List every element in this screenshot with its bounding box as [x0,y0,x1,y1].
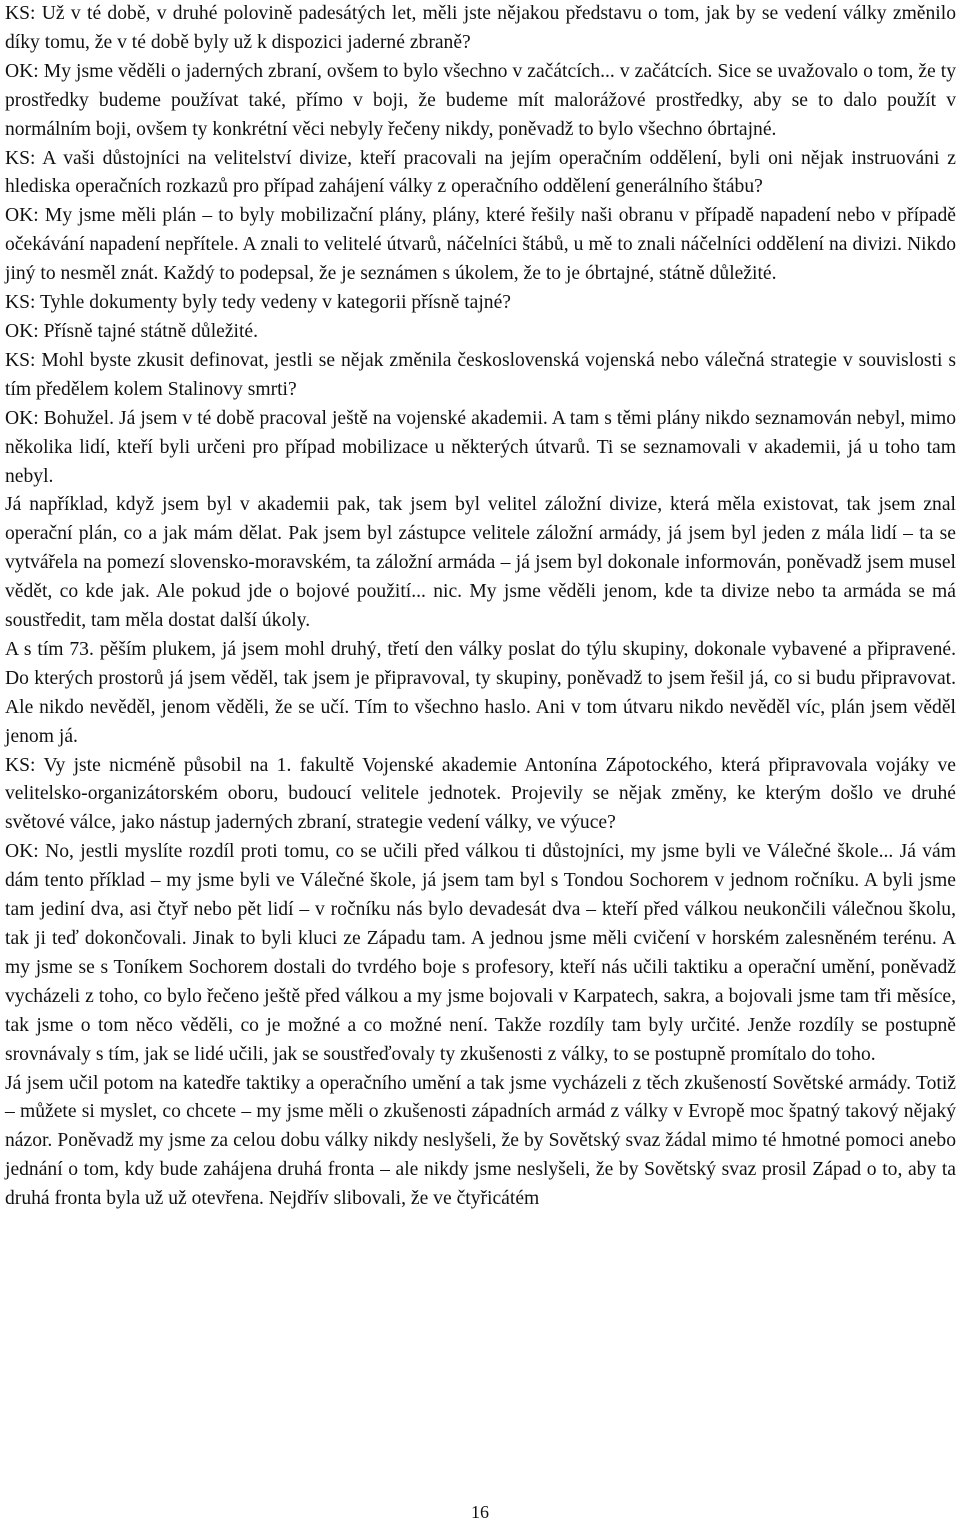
paragraph-6: OK: Přísně tajné státně důležité. [5,320,259,342]
paragraph-10: A s tím 73. pěším plukem, já jsem mohl druhý, třetí den války poslat do týlu skupiny, dokonale vybavené a připravené. Do kterých prostorů já jsem věděl, tak jsem je připravoval, ty skupiny, poněvadž to jsem řešil já, co si budu připravovat. Ale nikdo nevěděl, jenom věděli, že se učí. Tím to všechno haslo. Ani v tom útvaru nikdo nevěděl víc, plán jsem věděl jenom já. [5,638,956,747]
page-number: 16 [471,1502,489,1522]
paragraph-5: KS: Tyhle dokumenty byly tedy vedeny v kategorii přísně tajné? [5,292,511,314]
paragraph-7: KS: Mohl byste zkusit definovat, jestli se nějak změnila československá vojenská nebo válečná strategie v souvislosti s tím předělem kolem Stalinovy smrti? [5,349,956,400]
paragraph-2: OK: My jsme věděli o jaderných zbraní, ovšem to bylo všechno v začátcích... v začátcích. Sice se uvažovalo o tom, že ty prostředky budeme používat také, přímo v boji, že budeme mít malorážové prostředky, aby se to dalo použít v normálním boji, ovšem ty konkrétní věci nebyly řečeny nikdy, poněvadž to bylo všechno óbrtajné. [5,60,956,140]
paragraph-1: KS: Už v té době, v druhé polovině padesátých let, měli jste nějakou představu o tom, jak by se vedení války změnilo díky tomu, že v té době byly už k dispozici jaderné zbraně? [5,3,956,53]
paragraph-3: KS: A vaši důstojníci na velitelství divize, kteří pracovali na jejím operačním oddělení, byli oni nějak instruováni z hlediska operačních rozkazů pro případ zahájení války z operačního oddělení generálního štábu? [5,147,956,198]
paragraph-9: Já například, když jsem byl v akademii pak, tak jsem byl velitel záložní divize, která měla existovat, tak jsem znal operační plán, co a jak mám dělat. Pak jsem byl zástupce velitele záložní armády, já jsem byl jeden z mála lidí – ta se vytvářela na pomezí slovensko-moravském, ta záložní armáda – já jsem byl dokonale informován, poněvadž jsem musel vědět, co kde jak. Ale pokud jde o bojové použití... nic. My jsme věděli jenom, kde ta divize nebo ta armáda se má soustředit, tam měla dostat další úkoly. [5,494,956,632]
interview-transcript [5,0,956,1214]
paragraph-4: OK: My jsme měli plán – to byly mobilizační plány, plány, které řešily naši obranu v případě napadení nebo v případě očekávání napadení nepřítele. A znali to velitelé útvarů, náčelníci štábů, u mě to znali náčelníci oddělení na divizi. Nikdo jiný to nesměl znát. Každý to podepsal, že je seznámen s úkolem, že to je óbrtajné, státně důležité. [5,205,956,285]
paragraph-12: OK: No, jestli myslíte rozdíl proti tomu, co se učili před válkou ti důstojníci, my jsme byli ve Válečné škole... Já vám dám tento příklad – my jsme byli ve Válečné škole, já jsem tam byl s Tondou Sochorem v jednom ročníku. A byli jsme tam jediní dva, asi čtyř nebo pět lidí – v ročníku nás bylo devadesát dva – kteří před válkou neukončili válečnou školu, tak ji teď dokončovali. Jinak to byli kluci ze Západu tam. A jednou jsme měli cvičení v horském zalesněném terénu. A my jsme se s Toníkem Sochorem dostali do tvrdého boje s profesory, kteří nás učili taktiku a operační umění, poněvadž vycházeli z toho, co bylo řečeno ještě před válkou a my jsme bojovali v Karpatech, sakra, a bojovali jsme tam tři měsíce, tak jsme o tom něco věděli, co je možné a co možné není. Takže rozdíly tam byly určité. Jenže rozdíly se postupně srovnávaly s tím, jak se lidé učili, jak se soustřeďovaly ty zkušenosti z války, to se postupně promítalo do toho. [5,841,956,1065]
paragraph-8: OK: Bohužel. Já jsem v té době pracoval ještě na vojenské akademii. A tam s těmi plány nikdo seznamován nebyl, mimo několika lidí, kteří byli určeni pro případ mobilizace u některých útvarů. Ti se seznamovali v akademii, já u toho tam nebyl. [5,407,956,487]
paragraph-13: Já jsem učil potom na katedře taktiky a operačního umění a tak jsme vycházeli z těch zkušeností Sovětské armády. Totiž – můžete si myslet, co chcete – my jsme měli o zkušenosti západních armád z války v Evropě moc špatný takový nějaký názor. Poněvadž my jsme za celou dobu války nikdy neslyšeli, že by Sovětský svaz žádal mimo té hmotné pomoci anebo jednání o tom, kdy bude zahájena druhá fronta – ale nikdy jsme neslyšeli, že by Sovětský svaz prosil Západ o to, aby ta druhá fronta byla už už otevřena. Nejdřív slibovali, že ve čtyřicátém [5,1072,956,1210]
paragraph-11: KS: Vy jste nicméně působil na 1. fakultě Vojenské akademie Antonína Zápotockého, která připravovala vojáky ve velitelsko-organizátorském oboru, budoucí velitele jednotek. Projevily se nějak změny, ke kterým došlo ve druhé světové válce, jako nástup jaderných zbraní, strategie vedení války, ve výuce? [5,754,956,834]
